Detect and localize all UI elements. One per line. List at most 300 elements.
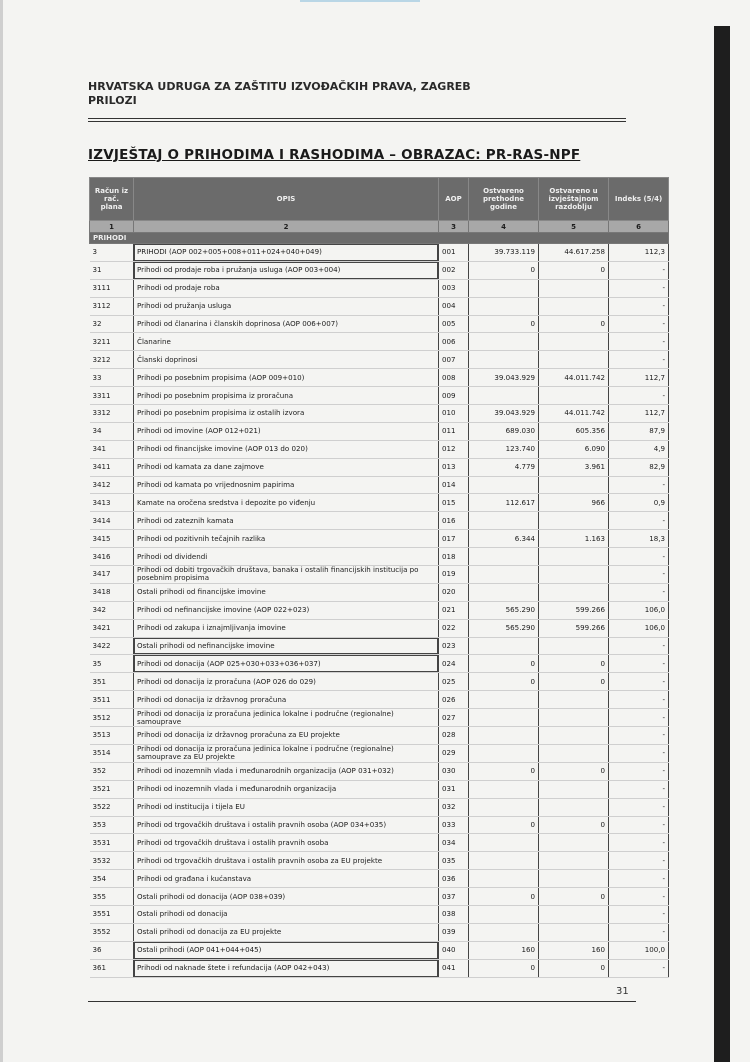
index-cell: - bbox=[609, 762, 669, 780]
previous-year-cell bbox=[469, 744, 539, 762]
current-period-cell bbox=[539, 709, 609, 727]
account-cell: 36 bbox=[90, 941, 134, 959]
account-cell: 3415 bbox=[90, 530, 134, 548]
table-row bbox=[90, 691, 669, 709]
account-cell: 3416 bbox=[90, 548, 134, 566]
table-row bbox=[90, 440, 669, 458]
description-cell: Prihodi od kamata za dane zajmove bbox=[134, 458, 439, 476]
index-cell: - bbox=[609, 548, 669, 566]
description-cell: Prihodi po posebnim propisima iz ostalih izvora bbox=[134, 405, 439, 423]
account-cell: 35 bbox=[90, 655, 134, 673]
description-cell: Prihodi od trgovačkih društava i ostalih pravnih osoba za EU projekte bbox=[134, 852, 439, 870]
index-cell: - bbox=[609, 870, 669, 888]
previous-year-cell: 0 bbox=[469, 888, 539, 906]
scan-edge bbox=[0, 0, 3, 1062]
index-cell: - bbox=[609, 512, 669, 530]
table-row bbox=[90, 959, 669, 977]
table-row bbox=[90, 727, 669, 745]
aop-cell: 004 bbox=[439, 297, 469, 315]
previous-year-cell: 565.290 bbox=[469, 601, 539, 619]
previous-year-cell bbox=[469, 852, 539, 870]
aop-cell: 020 bbox=[439, 583, 469, 601]
current-period-cell bbox=[539, 834, 609, 852]
description-cell: Ostali prihodi od donacija (AOP 038+039) bbox=[134, 888, 439, 906]
current-period-cell: 160 bbox=[539, 941, 609, 959]
account-cell: 3552 bbox=[90, 923, 134, 941]
table-row bbox=[90, 780, 669, 798]
previous-year-cell bbox=[469, 923, 539, 941]
aop-cell: 009 bbox=[439, 387, 469, 405]
index-cell: 112,7 bbox=[609, 405, 669, 423]
previous-year-cell: 160 bbox=[469, 941, 539, 959]
current-period-cell: 0 bbox=[539, 673, 609, 691]
account-cell: 361 bbox=[90, 959, 134, 977]
previous-year-cell: 123.740 bbox=[469, 440, 539, 458]
index-cell: 112,3 bbox=[609, 244, 669, 262]
account-cell: 3411 bbox=[90, 458, 134, 476]
column-number: 4 bbox=[469, 221, 539, 233]
aop-cell: 023 bbox=[439, 637, 469, 655]
account-cell: 3417 bbox=[90, 566, 134, 584]
previous-year-cell bbox=[469, 566, 539, 584]
description-cell: Prihodi od imovine (AOP 012+021) bbox=[134, 422, 439, 440]
column-number: 6 bbox=[609, 221, 669, 233]
account-cell: 3422 bbox=[90, 637, 134, 655]
current-period-cell bbox=[539, 387, 609, 405]
description-cell: Prihodi od naknade štete i refundacija (AOP 042+043) bbox=[134, 959, 439, 977]
section-row bbox=[90, 233, 669, 244]
aop-cell: 040 bbox=[439, 941, 469, 959]
account-cell: 3512 bbox=[90, 709, 134, 727]
income-table bbox=[89, 177, 669, 978]
header-description: OPIS bbox=[134, 178, 439, 221]
table-row bbox=[90, 905, 669, 923]
current-period-cell bbox=[539, 512, 609, 530]
index-cell: - bbox=[609, 959, 669, 977]
document-header bbox=[88, 80, 471, 108]
current-period-cell: 6.090 bbox=[539, 440, 609, 458]
table-row bbox=[90, 315, 669, 333]
table-row bbox=[90, 333, 669, 351]
description-cell: Ostali prihodi od donacija za EU projekte bbox=[134, 923, 439, 941]
previous-year-cell: 4.779 bbox=[469, 458, 539, 476]
aop-cell: 036 bbox=[439, 870, 469, 888]
previous-year-cell bbox=[469, 279, 539, 297]
table-row bbox=[90, 637, 669, 655]
account-cell: 354 bbox=[90, 870, 134, 888]
table-row bbox=[90, 405, 669, 423]
table-row bbox=[90, 244, 669, 262]
account-cell: 3212 bbox=[90, 351, 134, 369]
account-cell: 3514 bbox=[90, 744, 134, 762]
table-row bbox=[90, 351, 669, 369]
account-cell: 3112 bbox=[90, 297, 134, 315]
table-row bbox=[90, 798, 669, 816]
scan-binding-bar bbox=[714, 26, 730, 1062]
index-cell: - bbox=[609, 780, 669, 798]
aop-cell: 001 bbox=[439, 244, 469, 262]
current-period-cell bbox=[539, 852, 609, 870]
aop-cell: 008 bbox=[439, 369, 469, 387]
account-cell: 3522 bbox=[90, 798, 134, 816]
description-cell: Prihodi od trgovačkih društava i ostalih pravnih osoba (AOP 034+035) bbox=[134, 816, 439, 834]
index-cell: 106,0 bbox=[609, 619, 669, 637]
aop-cell: 029 bbox=[439, 744, 469, 762]
index-cell: - bbox=[609, 279, 669, 297]
footer-rule bbox=[88, 1001, 636, 1002]
description-cell: Prihodi od pozitivnih tečajnih razlika bbox=[134, 530, 439, 548]
description-cell: Prihodi od donacija iz proračuna (AOP 026 do 029) bbox=[134, 673, 439, 691]
index-cell: - bbox=[609, 923, 669, 941]
index-cell: - bbox=[609, 816, 669, 834]
account-cell: 351 bbox=[90, 673, 134, 691]
table-row bbox=[90, 369, 669, 387]
scan-artifact-line bbox=[300, 0, 420, 2]
account-cell: 3311 bbox=[90, 387, 134, 405]
index-cell: - bbox=[609, 673, 669, 691]
previous-year-cell: 0 bbox=[469, 315, 539, 333]
table-row bbox=[90, 387, 669, 405]
current-period-cell: 0 bbox=[539, 261, 609, 279]
index-cell: - bbox=[609, 744, 669, 762]
previous-year-cell bbox=[469, 780, 539, 798]
aop-cell: 018 bbox=[439, 548, 469, 566]
current-period-cell: 44.011.742 bbox=[539, 369, 609, 387]
aop-cell: 034 bbox=[439, 834, 469, 852]
section-name: PRILOZI bbox=[88, 94, 137, 107]
index-cell: - bbox=[609, 387, 669, 405]
current-period-cell: 0 bbox=[539, 315, 609, 333]
previous-year-cell bbox=[469, 870, 539, 888]
aop-cell: 021 bbox=[439, 601, 469, 619]
table-row bbox=[90, 619, 669, 637]
current-period-cell bbox=[539, 727, 609, 745]
previous-year-cell: 112.617 bbox=[469, 494, 539, 512]
current-period-cell: 966 bbox=[539, 494, 609, 512]
current-period-cell: 0 bbox=[539, 816, 609, 834]
previous-year-cell bbox=[469, 476, 539, 494]
index-cell: 112,7 bbox=[609, 369, 669, 387]
column-number: 2 bbox=[134, 221, 439, 233]
table-row bbox=[90, 530, 669, 548]
aop-cell: 002 bbox=[439, 261, 469, 279]
previous-year-cell bbox=[469, 798, 539, 816]
previous-year-cell bbox=[469, 297, 539, 315]
index-cell: 106,0 bbox=[609, 601, 669, 619]
previous-year-cell: 565.290 bbox=[469, 619, 539, 637]
description-cell: Prihodi od pružanja usluga bbox=[134, 297, 439, 315]
description-cell: Ostali prihodi (AOP 041+044+045) bbox=[134, 941, 439, 959]
description-cell: Prihodi od financijske imovine (AOP 013 do 020) bbox=[134, 440, 439, 458]
table-row bbox=[90, 261, 669, 279]
previous-year-cell bbox=[469, 709, 539, 727]
current-period-cell: 599.266 bbox=[539, 601, 609, 619]
description-cell: PRIHODI (AOP 002+005+008+011+024+040+049) bbox=[134, 244, 439, 262]
description-cell: Prihodi od članarina i članskih doprinosa (AOP 006+007) bbox=[134, 315, 439, 333]
aop-cell: 038 bbox=[439, 905, 469, 923]
description-cell: Prihodi po posebnim propisima (AOP 009+010) bbox=[134, 369, 439, 387]
description-cell: Ostali prihodi od financijske imovine bbox=[134, 583, 439, 601]
aop-cell: 003 bbox=[439, 279, 469, 297]
previous-year-cell bbox=[469, 727, 539, 745]
previous-year-cell: 39.043.929 bbox=[469, 405, 539, 423]
aop-cell: 039 bbox=[439, 923, 469, 941]
aop-cell: 037 bbox=[439, 888, 469, 906]
account-cell: 3412 bbox=[90, 476, 134, 494]
header-previous-year: Ostvareno prethodne godine bbox=[469, 178, 539, 221]
aop-cell: 010 bbox=[439, 405, 469, 423]
aop-cell: 025 bbox=[439, 673, 469, 691]
account-cell: 355 bbox=[90, 888, 134, 906]
index-cell: - bbox=[609, 583, 669, 601]
table-row bbox=[90, 834, 669, 852]
organization-name: HRVATSKA UDRUGA ZA ZAŠTITU IZVOĐAČKIH PRAVA, ZAGREB bbox=[88, 80, 471, 93]
current-period-cell: 0 bbox=[539, 655, 609, 673]
account-cell: 3312 bbox=[90, 405, 134, 423]
column-number-row bbox=[90, 221, 669, 233]
aop-cell: 024 bbox=[439, 655, 469, 673]
report-title: IZVJEŠTAJ O PRIHODIMA I RASHODIMA – OBRAZAC: PR-RAS-NPF bbox=[88, 147, 581, 163]
previous-year-cell: 0 bbox=[469, 816, 539, 834]
previous-year-cell: 0 bbox=[469, 673, 539, 691]
current-period-cell bbox=[539, 905, 609, 923]
column-number: 1 bbox=[90, 221, 134, 233]
table-row bbox=[90, 476, 669, 494]
account-cell: 3111 bbox=[90, 279, 134, 297]
current-period-cell bbox=[539, 798, 609, 816]
index-cell: - bbox=[609, 655, 669, 673]
account-cell: 3511 bbox=[90, 691, 134, 709]
previous-year-cell bbox=[469, 333, 539, 351]
index-cell: - bbox=[609, 333, 669, 351]
index-cell: - bbox=[609, 798, 669, 816]
previous-year-cell bbox=[469, 583, 539, 601]
index-cell: - bbox=[609, 834, 669, 852]
index-cell: 87,9 bbox=[609, 422, 669, 440]
previous-year-cell bbox=[469, 512, 539, 530]
table-row bbox=[90, 816, 669, 834]
index-cell: - bbox=[609, 297, 669, 315]
table-row bbox=[90, 548, 669, 566]
header-index: Indeks (5/4) bbox=[609, 178, 669, 221]
aop-cell: 013 bbox=[439, 458, 469, 476]
account-cell: 3413 bbox=[90, 494, 134, 512]
previous-year-cell: 0 bbox=[469, 261, 539, 279]
column-number: 5 bbox=[539, 221, 609, 233]
index-cell: - bbox=[609, 905, 669, 923]
header-rule-bottom bbox=[88, 121, 626, 122]
account-cell: 3551 bbox=[90, 905, 134, 923]
current-period-cell bbox=[539, 923, 609, 941]
index-cell: - bbox=[609, 727, 669, 745]
current-period-cell bbox=[539, 566, 609, 584]
index-cell: - bbox=[609, 476, 669, 494]
description-cell: Prihodi od trgovačkih društava i ostalih pravnih osoba bbox=[134, 834, 439, 852]
table-row bbox=[90, 601, 669, 619]
description-cell: Prihodi od inozemnih vlada i međunarodnih organizacija bbox=[134, 780, 439, 798]
index-cell: - bbox=[609, 315, 669, 333]
current-period-cell bbox=[539, 637, 609, 655]
aop-cell: 032 bbox=[439, 798, 469, 816]
previous-year-cell: 0 bbox=[469, 762, 539, 780]
index-cell: - bbox=[609, 261, 669, 279]
table-row bbox=[90, 744, 669, 762]
aop-cell: 026 bbox=[439, 691, 469, 709]
account-cell: 353 bbox=[90, 816, 134, 834]
index-cell: 100,0 bbox=[609, 941, 669, 959]
table-row bbox=[90, 494, 669, 512]
description-cell: Prihodi od donacija (AOP 025+030+033+036+037) bbox=[134, 655, 439, 673]
table-row bbox=[90, 852, 669, 870]
account-cell: 34 bbox=[90, 422, 134, 440]
description-cell: Prihodi od građana i kućanstava bbox=[134, 870, 439, 888]
index-cell: 82,9 bbox=[609, 458, 669, 476]
description-cell: Prihodi po posebnim propisima iz proračuna bbox=[134, 387, 439, 405]
current-period-cell: 605.356 bbox=[539, 422, 609, 440]
description-cell: Prihodi od dividendi bbox=[134, 548, 439, 566]
account-cell: 3513 bbox=[90, 727, 134, 745]
index-cell: - bbox=[609, 691, 669, 709]
description-cell: Prihodi od institucija i tijela EU bbox=[134, 798, 439, 816]
account-cell: 33 bbox=[90, 369, 134, 387]
index-cell: 0,9 bbox=[609, 494, 669, 512]
previous-year-cell: 0 bbox=[469, 959, 539, 977]
account-cell: 3421 bbox=[90, 619, 134, 637]
current-period-cell bbox=[539, 351, 609, 369]
current-period-cell bbox=[539, 476, 609, 494]
aop-cell: 033 bbox=[439, 816, 469, 834]
table-row bbox=[90, 297, 669, 315]
account-cell: 31 bbox=[90, 261, 134, 279]
aop-cell: 028 bbox=[439, 727, 469, 745]
current-period-cell bbox=[539, 583, 609, 601]
current-period-cell: 44.617.258 bbox=[539, 244, 609, 262]
current-period-cell bbox=[539, 333, 609, 351]
previous-year-cell bbox=[469, 834, 539, 852]
previous-year-cell bbox=[469, 351, 539, 369]
description-cell: Prihodi od prodaje roba bbox=[134, 279, 439, 297]
previous-year-cell: 6.344 bbox=[469, 530, 539, 548]
description-cell: Prihodi od kamata po vrijednosnim papirima bbox=[134, 476, 439, 494]
column-number: 3 bbox=[439, 221, 469, 233]
current-period-cell: 3.961 bbox=[539, 458, 609, 476]
account-cell: 3418 bbox=[90, 583, 134, 601]
account-cell: 3414 bbox=[90, 512, 134, 530]
aop-cell: 007 bbox=[439, 351, 469, 369]
aop-cell: 006 bbox=[439, 333, 469, 351]
previous-year-cell: 689.030 bbox=[469, 422, 539, 440]
header-account: Račun iz rač. plana bbox=[90, 178, 134, 221]
aop-cell: 031 bbox=[439, 780, 469, 798]
index-cell: 18,3 bbox=[609, 530, 669, 548]
aop-cell: 012 bbox=[439, 440, 469, 458]
description-cell: Prihodi od zakupa i iznajmljivanja imovine bbox=[134, 619, 439, 637]
aop-cell: 011 bbox=[439, 422, 469, 440]
previous-year-cell bbox=[469, 905, 539, 923]
description-cell: Članski doprinosi bbox=[134, 351, 439, 369]
current-period-cell: 0 bbox=[539, 888, 609, 906]
description-cell: Članarine bbox=[134, 333, 439, 351]
index-cell: - bbox=[609, 852, 669, 870]
table-row bbox=[90, 762, 669, 780]
table-row bbox=[90, 870, 669, 888]
account-cell: 342 bbox=[90, 601, 134, 619]
previous-year-cell bbox=[469, 548, 539, 566]
description-cell: Prihodi od nefinancijske imovine (AOP 022+023) bbox=[134, 601, 439, 619]
previous-year-cell bbox=[469, 691, 539, 709]
table-row bbox=[90, 566, 669, 584]
account-cell: 32 bbox=[90, 315, 134, 333]
table-row bbox=[90, 941, 669, 959]
current-period-cell bbox=[539, 744, 609, 762]
current-period-cell: 599.266 bbox=[539, 619, 609, 637]
account-cell: 3531 bbox=[90, 834, 134, 852]
table-row bbox=[90, 655, 669, 673]
description-cell: Ostali prihodi od donacija bbox=[134, 905, 439, 923]
aop-cell: 016 bbox=[439, 512, 469, 530]
current-period-cell bbox=[539, 780, 609, 798]
description-cell: Ostali prihodi od nefinancijske imovine bbox=[134, 637, 439, 655]
table-row bbox=[90, 512, 669, 530]
header-rule-top bbox=[88, 118, 626, 119]
current-period-cell: 0 bbox=[539, 959, 609, 977]
table-row bbox=[90, 422, 669, 440]
table-row bbox=[90, 923, 669, 941]
index-cell: - bbox=[609, 637, 669, 655]
table-row bbox=[90, 458, 669, 476]
aop-cell: 019 bbox=[439, 566, 469, 584]
account-cell: 341 bbox=[90, 440, 134, 458]
page-number: 31 bbox=[616, 986, 629, 997]
current-period-cell: 1.163 bbox=[539, 530, 609, 548]
account-cell: 3521 bbox=[90, 780, 134, 798]
current-period-cell: 0 bbox=[539, 762, 609, 780]
table-header-row bbox=[90, 178, 669, 221]
current-period-cell bbox=[539, 870, 609, 888]
index-cell: - bbox=[609, 888, 669, 906]
aop-cell: 027 bbox=[439, 709, 469, 727]
description-cell: Prihodi od donacija iz državnog proračuna za EU projekte bbox=[134, 727, 439, 745]
previous-year-cell: 39.733.119 bbox=[469, 244, 539, 262]
table-row bbox=[90, 583, 669, 601]
account-cell: 352 bbox=[90, 762, 134, 780]
description-cell: Prihodi od inozemnih vlada i međunarodnih organizacija (AOP 031+032) bbox=[134, 762, 439, 780]
index-cell: - bbox=[609, 351, 669, 369]
description-cell: Prihodi od dobiti trgovačkih društava, banaka i ostalih financijskih institucija po posebnim propisima bbox=[134, 566, 439, 584]
description-cell: Prihodi od zateznih kamata bbox=[134, 512, 439, 530]
aop-cell: 035 bbox=[439, 852, 469, 870]
current-period-cell bbox=[539, 691, 609, 709]
description-cell: Prihodi od donacija iz državnog proračuna bbox=[134, 691, 439, 709]
table-row bbox=[90, 709, 669, 727]
section-label: PRIHODI bbox=[90, 233, 669, 244]
description-cell: Prihodi od prodaje roba i pružanja usluga (AOP 003+004) bbox=[134, 261, 439, 279]
aop-cell: 022 bbox=[439, 619, 469, 637]
current-period-cell: 44.011.742 bbox=[539, 405, 609, 423]
aop-cell: 030 bbox=[439, 762, 469, 780]
previous-year-cell: 0 bbox=[469, 655, 539, 673]
description-cell: Prihodi od donacija iz proračuna jedinica lokalne i područne (regionalne) samouprave bbox=[134, 709, 439, 727]
current-period-cell bbox=[539, 279, 609, 297]
previous-year-cell bbox=[469, 637, 539, 655]
index-cell: - bbox=[609, 709, 669, 727]
aop-cell: 014 bbox=[439, 476, 469, 494]
current-period-cell bbox=[539, 548, 609, 566]
table-row bbox=[90, 888, 669, 906]
account-cell: 3211 bbox=[90, 333, 134, 351]
previous-year-cell bbox=[469, 387, 539, 405]
account-cell: 3 bbox=[90, 244, 134, 262]
